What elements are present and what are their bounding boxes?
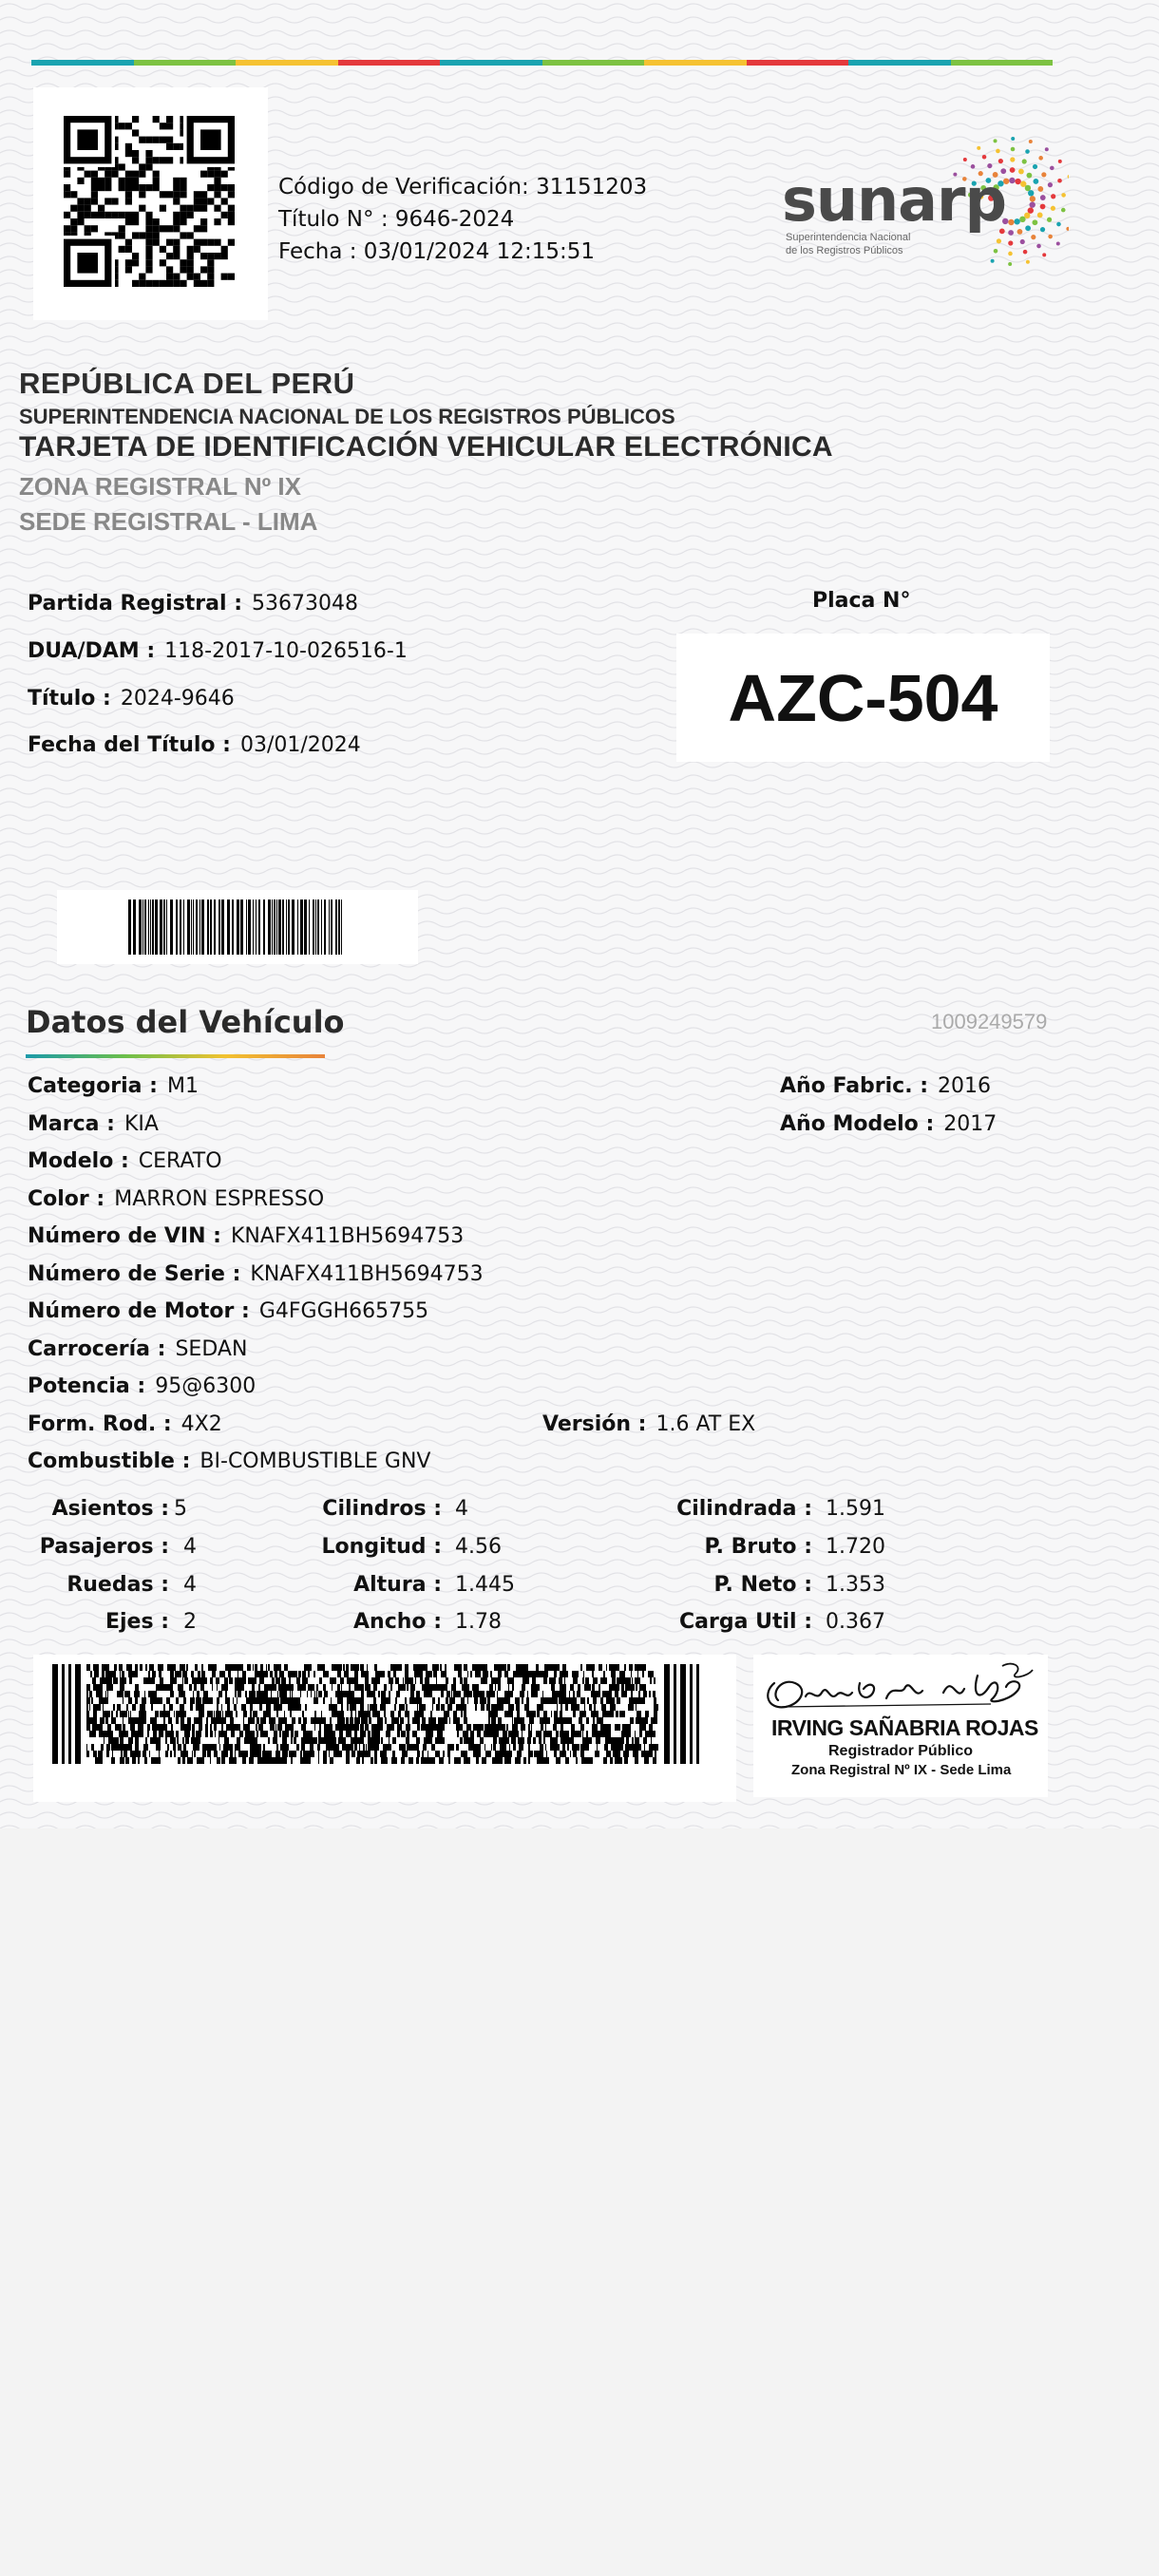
categoria-row <box>28 1072 199 1098</box>
pbruto-label: P. Bruto : <box>704 1535 812 1559</box>
small-barcode <box>57 890 418 964</box>
republic-heading: REPÚBLICA DEL PERÚ <box>19 367 355 400</box>
verification-code: Código de Verificación: 31151203 <box>278 175 648 199</box>
modelo-row <box>28 1147 222 1173</box>
motor-label: Número de Motor : <box>28 1299 250 1323</box>
modelo-label: Modelo : <box>28 1149 129 1173</box>
formrod-row <box>28 1411 222 1436</box>
ancho-value: 1.78 <box>455 1610 502 1634</box>
seat-heading: SEDE REGISTRAL - LIMA <box>19 507 318 536</box>
anomod-label: Año Modelo : <box>780 1112 935 1136</box>
longitud-label-cell <box>276 1533 442 1559</box>
version-row <box>542 1411 755 1436</box>
asientos-value: 5 <box>174 1497 187 1521</box>
potencia-label: Potencia : <box>28 1374 146 1398</box>
plate-label: Placa N° <box>812 589 911 613</box>
title-number: Título N° : 9646-2024 <box>278 207 515 232</box>
cargautil-label: Carga Util : <box>678 1610 812 1634</box>
logo-subtitle-2: de los Registros Públicos <box>786 245 903 256</box>
longitud-value-cell <box>455 1533 502 1559</box>
plate-number: AZC-504 <box>676 634 1050 762</box>
ancho-value-cell <box>455 1608 502 1634</box>
cilindros-value: 4 <box>455 1497 468 1521</box>
altura-label: Altura : <box>353 1573 442 1597</box>
modelo-value: CERATO <box>138 1149 222 1173</box>
potencia-row <box>28 1373 256 1398</box>
color-row <box>28 1185 324 1211</box>
dua-label: DUA/DAM : <box>28 639 156 663</box>
potencia-value: 95@6300 <box>155 1374 256 1398</box>
carroceria-value: SEDAN <box>175 1337 248 1361</box>
pneto-label: P. Neto : <box>713 1573 812 1597</box>
fecha-row <box>28 731 361 757</box>
combustible-label: Combustible : <box>28 1449 191 1473</box>
categoria-label: Categoria : <box>28 1074 158 1098</box>
titulo-label: Título : <box>28 687 111 710</box>
anofab-label: Año Fabric. : <box>780 1074 929 1098</box>
pasajeros-label-cell <box>10 1533 169 1559</box>
ejes-value-cell <box>183 1608 197 1634</box>
motor-row <box>28 1297 428 1323</box>
longitud-label: Longitud : <box>321 1535 442 1559</box>
formrod-label: Form. Rod. : <box>28 1412 172 1436</box>
issue-date: Fecha : 03/01/2024 12:15:51 <box>278 239 595 264</box>
qr-code <box>33 87 268 320</box>
anomod-value: 2017 <box>943 1112 998 1136</box>
color-label: Color : <box>28 1187 105 1211</box>
signatory-zone: Zona Registral Nº IX - Sede Lima <box>791 1762 1012 1778</box>
cilindros-value-cell <box>455 1495 468 1521</box>
color-value: MARRON ESPRESSO <box>114 1187 325 1211</box>
signatory-role: Registrador Público <box>828 1743 974 1759</box>
partida-label: Partida Registral : <box>28 592 242 616</box>
anomod-row <box>780 1110 997 1136</box>
ejes-label-cell <box>10 1608 169 1634</box>
cilindrada-value-cell <box>826 1495 885 1521</box>
pneto-value: 1.353 <box>826 1573 885 1597</box>
combustible-value: BI-COMBUSTIBLE GNV <box>200 1449 431 1473</box>
version-value: 1.6 AT EX <box>656 1412 756 1436</box>
pasajeros-label: Pasajeros : <box>39 1535 169 1559</box>
ruedas-label: Ruedas : <box>66 1573 169 1597</box>
zone-heading: ZONA REGISTRAL Nº IX <box>19 472 301 501</box>
ancho-label-cell <box>276 1608 442 1634</box>
fecha-label: Fecha del Título : <box>28 733 231 757</box>
cilindros-label: Cilindros : <box>322 1497 442 1521</box>
pbruto-label-cell <box>627 1533 812 1559</box>
motor-value: G4FGGH665755 <box>258 1299 429 1323</box>
asientos-value-cell <box>174 1495 187 1521</box>
pneto-label-cell <box>627 1571 812 1597</box>
anofab-row <box>780 1072 991 1098</box>
card-title: TARJETA DE IDENTIFICACIÓN VEHICULAR ELECTRÓNICA <box>19 431 833 463</box>
carroceria-label: Carrocería : <box>28 1337 166 1361</box>
pasajeros-value: 4 <box>183 1535 197 1559</box>
formrod-value: 4X2 <box>180 1412 222 1436</box>
color-stripe <box>31 60 1053 66</box>
cilindrada-label: Cilindrada : <box>676 1497 812 1521</box>
serie-value: KNAFX411BH5694753 <box>250 1262 484 1286</box>
cilindrada-value: 1.591 <box>826 1497 885 1521</box>
cargautil-value-cell <box>826 1608 885 1634</box>
cilindrada-label-cell <box>627 1495 812 1521</box>
pdf417-barcode <box>33 1655 736 1802</box>
ruedas-value-cell <box>183 1571 197 1597</box>
marca-label: Marca : <box>28 1112 115 1136</box>
marca-value: KIA <box>124 1112 159 1136</box>
dua-value: 118-2017-10-026516-1 <box>164 639 408 663</box>
verification-block <box>278 171 647 268</box>
logo-subtitle-1: Superintendencia Nacional <box>786 232 911 243</box>
ruedas-value: 4 <box>183 1573 197 1597</box>
dua-row <box>28 637 408 663</box>
ejes-label: Ejes : <box>104 1610 169 1634</box>
asientos-label: Asientos : <box>51 1497 169 1521</box>
altura-value-cell <box>455 1571 515 1597</box>
altura-value: 1.445 <box>455 1573 515 1597</box>
pasajeros-value-cell <box>183 1533 197 1559</box>
logo-wordmark: sunarp <box>782 165 1006 235</box>
serie-row <box>28 1260 484 1286</box>
altura-label-cell <box>276 1571 442 1597</box>
section-underline <box>26 1054 325 1058</box>
sunarp-logo <box>774 106 1069 282</box>
vehicle-section-title: Datos del Vehículo <box>26 1004 345 1040</box>
titulo-row <box>28 685 235 710</box>
signatory-name: IRVING SAÑABRIA ROJAS <box>771 1715 1038 1740</box>
ruedas-label-cell <box>10 1571 169 1597</box>
ejes-value: 2 <box>183 1610 197 1634</box>
asientos-label-cell <box>10 1495 169 1521</box>
vin-row <box>28 1222 464 1248</box>
vin-label: Número de VIN : <box>28 1224 221 1248</box>
superintendency-heading: SUPERINTENDENCIA NACIONAL DE LOS REGISTROS PÚBLICOS <box>19 405 675 428</box>
longitud-value: 4.56 <box>455 1535 502 1559</box>
cilindros-label-cell <box>276 1495 442 1521</box>
marca-row <box>28 1110 159 1136</box>
carroceria-row <box>28 1335 247 1361</box>
cargautil-value: 0.367 <box>826 1610 885 1634</box>
categoria-value: M1 <box>166 1074 199 1098</box>
pneto-value-cell <box>826 1571 885 1597</box>
partida-row <box>28 590 358 616</box>
anofab-value: 2016 <box>938 1074 992 1098</box>
cargautil-label-cell <box>627 1608 812 1634</box>
pbruto-value-cell <box>826 1533 885 1559</box>
pbruto-value: 1.720 <box>826 1535 885 1559</box>
serie-label: Número de Serie : <box>28 1262 241 1286</box>
version-label: Versión : <box>542 1412 647 1436</box>
vin-value: KNAFX411BH5694753 <box>230 1224 465 1248</box>
fecha-value: 03/01/2024 <box>239 733 361 757</box>
combustible-row <box>28 1448 431 1473</box>
ancho-label: Ancho : <box>353 1610 442 1634</box>
titulo-value: 2024-9646 <box>120 687 235 710</box>
card-serial: 1009249579 <box>931 1010 1048 1033</box>
partida-value: 53673048 <box>252 592 358 616</box>
